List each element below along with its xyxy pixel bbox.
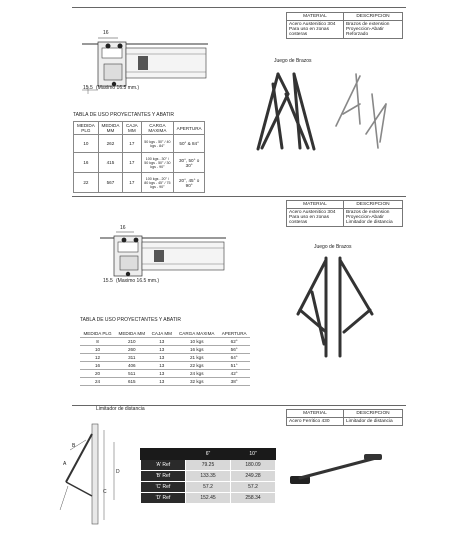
cell: 64°	[218, 354, 250, 362]
table-row	[80, 354, 250, 362]
col-carga: CARGA MAXIMA	[175, 330, 218, 338]
row-label: 'B' Ref	[141, 471, 186, 482]
col-medida-mm: MEDIDA MM	[98, 122, 122, 135]
cell: 567	[98, 173, 122, 193]
col-medida-mm: MEDIDA MM	[115, 330, 148, 338]
juego-brazos-label: Juego de Brazos	[314, 244, 352, 250]
table-row	[80, 378, 250, 386]
table-row	[141, 471, 276, 482]
cell: 180.09	[231, 460, 276, 471]
cell: 100 kgs - 20° / 80 kgs - 45° / 75 kgs - 90°	[141, 173, 174, 193]
section1-use-table	[73, 121, 205, 193]
cell: 50 kgs - 50° / 40 kgs - 84°	[141, 135, 174, 153]
table-row	[74, 153, 205, 173]
table-row	[80, 362, 250, 370]
cell: 24 kgs	[175, 370, 218, 378]
limitador-dimension-table	[140, 448, 276, 504]
table-row	[141, 460, 276, 471]
material-value: Acero Ferritico 430	[287, 418, 344, 426]
col-caja-mm: CAJA MM	[148, 330, 175, 338]
letter-d: D	[116, 469, 120, 475]
table-row	[74, 135, 205, 153]
material-value: Acero Austenitico 304 Para uso en zonas costeras	[287, 209, 344, 227]
cell: 415	[98, 153, 122, 173]
material-header: MATERIAL	[287, 201, 344, 209]
descripcion-value: Brazos de extension Proyeccion-Abatir Reforzado	[344, 21, 403, 39]
cell: 210	[115, 338, 148, 346]
cell: 38°	[218, 378, 250, 386]
cell: 615	[115, 378, 148, 386]
section3-material-table	[286, 409, 403, 426]
section2-use-table	[80, 330, 250, 386]
table-row	[141, 482, 276, 493]
letter-c: C	[103, 489, 107, 495]
section2-table-title: TABLA DE USO PROYECTANTES Y ABATIR	[80, 317, 181, 323]
col-carga: CARGA MAXIMA	[141, 122, 174, 135]
section1-top-rule	[72, 7, 406, 8]
cell: 10	[80, 346, 115, 354]
cell: 16 kgs	[175, 346, 218, 354]
cell: 22 kgs	[175, 362, 218, 370]
cell: 152.45	[186, 493, 231, 504]
col-apertura: APERTURA	[218, 330, 250, 338]
row-label: 'A' Ref	[141, 460, 186, 471]
cell: 10	[74, 135, 99, 153]
section2-top-rule	[72, 196, 406, 197]
cell: 56°	[218, 346, 250, 354]
cell: 17	[123, 135, 141, 153]
cell: 51°	[218, 362, 250, 370]
letter-a: A	[63, 461, 67, 467]
col-medida-plg: MEDIDA PLG	[74, 122, 99, 135]
juego-brazos-label: Juego de Brazos	[274, 58, 312, 64]
descripcion-value: Brazos de extension Proyeccion-Abatir Limitador de distancia	[344, 209, 403, 227]
maximo-note: (Maximo 16.5 mm.)	[96, 85, 140, 91]
cell: 21 kgs	[175, 354, 218, 362]
table-header-row	[80, 330, 250, 338]
cell: 311	[115, 354, 148, 362]
section2-material-table	[286, 200, 403, 227]
cell: 13	[148, 378, 175, 386]
cell: 12	[80, 354, 115, 362]
material-value: Acero Austenitico 304 Para uso en zonas costeras	[287, 21, 344, 39]
table-row	[74, 173, 205, 193]
cell: 511	[115, 370, 148, 378]
descripcion-header: DESCRIPCION	[344, 13, 403, 21]
cell: 30°, 50° o 30°	[174, 153, 205, 173]
table-row	[80, 370, 250, 378]
cell: 79.25	[186, 460, 231, 471]
cell: 133.35	[186, 471, 231, 482]
cell: 62°	[218, 338, 250, 346]
col-6-inch: 6"	[186, 449, 231, 460]
descripcion-value: Limitador de distancia	[344, 418, 403, 426]
cell: 17	[123, 153, 141, 173]
cell: 13	[148, 354, 175, 362]
cell: 16	[74, 153, 99, 173]
col-caja-mm: CAJA MM	[123, 122, 141, 135]
col-blank	[141, 449, 186, 460]
cell: 249.28	[231, 471, 276, 482]
section1-table-title: TABLA DE USO PROYECTANTES Y ABATIR	[73, 112, 174, 118]
cell: 8	[80, 338, 115, 346]
letter-b: B	[72, 443, 76, 449]
cell: 24	[80, 378, 115, 386]
cell: 262	[98, 135, 122, 153]
limitador-product-image	[286, 448, 386, 490]
dim-top-16: 16	[120, 225, 126, 231]
cell: 20	[80, 370, 115, 378]
cell: 13	[148, 338, 175, 346]
material-header: MATERIAL	[287, 410, 344, 418]
cell: 57.2	[186, 482, 231, 493]
section1-hinge-arms	[248, 64, 408, 154]
cell: 13	[148, 370, 175, 378]
cell: 42°	[218, 370, 250, 378]
cell: 17	[123, 173, 141, 193]
cell: 16	[80, 362, 115, 370]
col-apertura: APERTURA	[174, 122, 205, 135]
table-header-row	[74, 122, 205, 135]
cell: 13	[148, 362, 175, 370]
dim-bottom-15-5: 15.5	[83, 85, 93, 91]
col-10-inch: 10"	[231, 449, 276, 460]
cell: 57.2	[231, 482, 276, 493]
cell: 100 kgs - 30° / 50 kgs - 50° / 30 kgs - 90°	[141, 153, 174, 173]
row-label: 'D' Ref	[141, 493, 186, 504]
cell: 406	[115, 362, 148, 370]
table-row	[80, 338, 250, 346]
cell: 10 kgs	[175, 338, 218, 346]
cell: 22	[74, 173, 99, 193]
descripcion-header: DESCRIPCION	[344, 201, 403, 209]
table-header-row	[141, 449, 276, 460]
col-medida-plg: MEDIDA PLG	[80, 330, 115, 338]
section2-profile-drawing	[98, 225, 228, 294]
table-row	[141, 493, 276, 504]
maximo-note: (Maximo 16.5 mm.)	[116, 278, 160, 284]
cell: 50° & 84°	[174, 135, 205, 153]
descripcion-header: DESCRIPCION	[344, 410, 403, 418]
material-header: MATERIAL	[287, 13, 344, 21]
section2-hinge-arms	[292, 252, 382, 362]
cell: 260	[115, 346, 148, 354]
cell: 20°, 45° o 90°	[174, 173, 205, 193]
table-row	[80, 346, 250, 354]
section1-profile-drawing	[80, 30, 210, 102]
dim-bottom-15-5: 15.5	[103, 278, 113, 284]
cell: 258.34	[231, 493, 276, 504]
limitador-label: Limitador de distancia	[96, 406, 145, 412]
dim-top-16: 16	[103, 30, 109, 36]
cell: 32 kgs	[175, 378, 218, 386]
cell: 13	[148, 346, 175, 354]
section1-material-table	[286, 12, 403, 39]
row-label: 'C' Ref	[141, 482, 186, 493]
